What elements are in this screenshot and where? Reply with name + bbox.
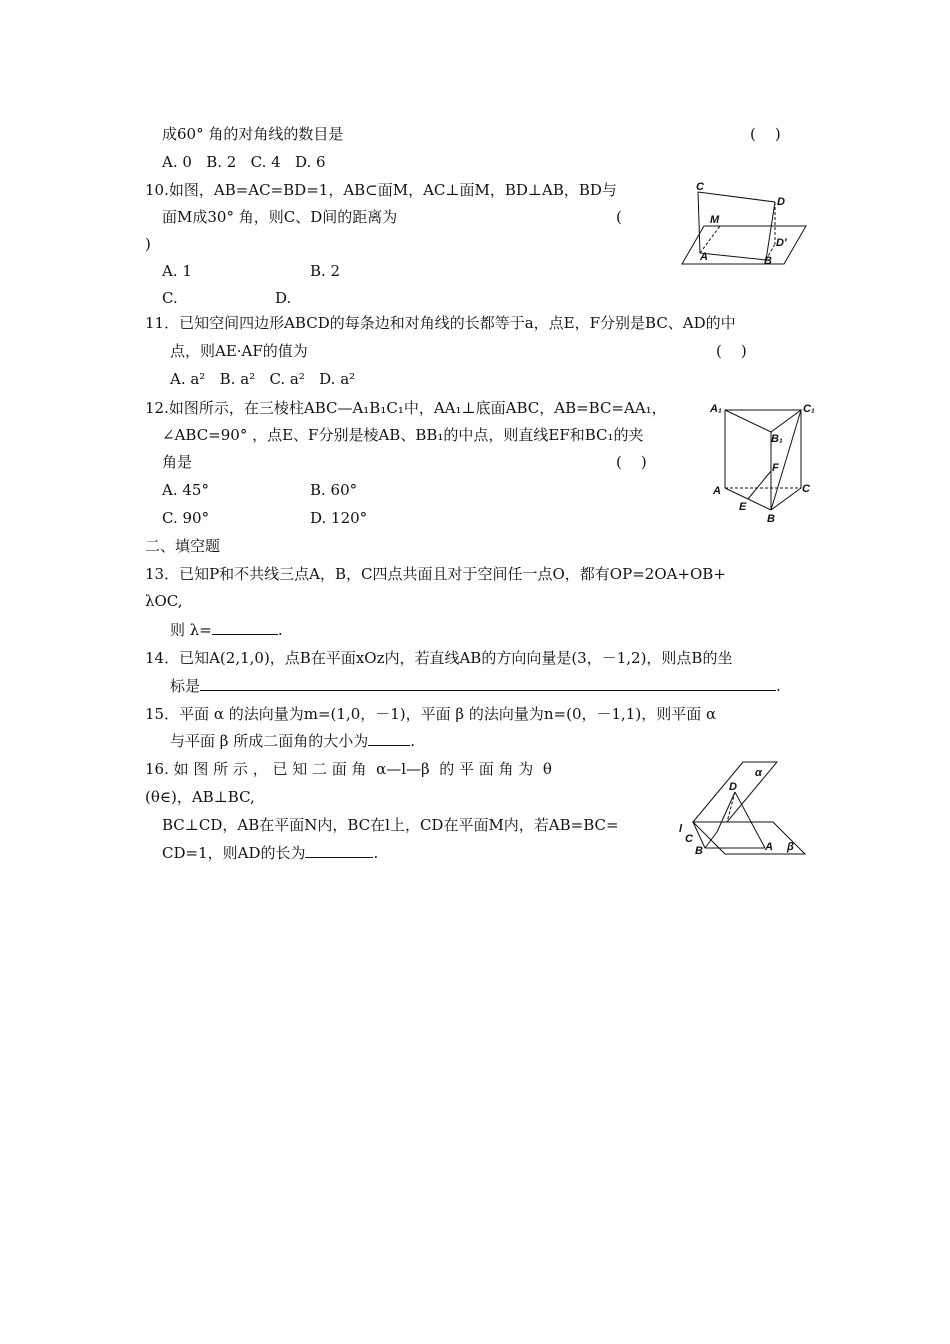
q13-prefix: 则 λ= bbox=[170, 621, 212, 639]
q12-option-c: C. 90° bbox=[162, 509, 210, 527]
q10-paren-close: ) bbox=[145, 235, 151, 253]
section-fill-in-heading: 二、填空题 bbox=[145, 537, 221, 555]
q12-line-bc1 bbox=[771, 410, 801, 510]
q10-label-dprime: D′ bbox=[776, 237, 787, 249]
q16-edge-da bbox=[735, 792, 765, 848]
q10-label-a: A bbox=[700, 251, 708, 263]
q16-line2: (θ∈)，AB⊥BC, bbox=[145, 788, 255, 806]
q12-option-d: D. 120° bbox=[310, 509, 368, 527]
q10-option-d: D. bbox=[275, 289, 292, 307]
q10-hidden-1 bbox=[700, 226, 720, 253]
q10-label-b: B bbox=[764, 255, 772, 267]
q10-option-a: A. 1 bbox=[162, 262, 192, 280]
q14-prefix: 标是 bbox=[170, 677, 201, 695]
q15-line2 bbox=[170, 731, 415, 751]
q16-label-beta: β bbox=[787, 841, 794, 853]
q10-label-c: C bbox=[696, 181, 704, 193]
q14-line2 bbox=[170, 676, 781, 696]
q14-period: . bbox=[776, 677, 781, 695]
q16-label-b: B bbox=[695, 845, 703, 857]
q12-line1: 12.如图所示，在三棱柱ABC—A₁B₁C₁中，AA₁⊥底面ABC，AB=BC=AA₁， bbox=[145, 399, 667, 417]
q10-paren-open: ( bbox=[616, 208, 622, 226]
q16-line3: BC⊥CD，AB在平面N内，BC在l上，CD在平面M内，若AB=BC= bbox=[162, 816, 619, 834]
q16-answer-blank[interactable] bbox=[305, 843, 373, 858]
q12-label-a1: A₁ bbox=[710, 403, 722, 415]
q12-answer-paren: ( ) bbox=[616, 453, 647, 471]
q9-options: A. 0 B. 2 C. 4 D. 6 bbox=[162, 153, 326, 171]
q16-prefix: CD=1，则AD的长为 bbox=[162, 844, 306, 862]
q15-answer-blank[interactable] bbox=[368, 731, 410, 746]
q16-line4 bbox=[162, 843, 378, 863]
q15-prefix: 与平面 β 所成二面角的大小为 bbox=[170, 732, 369, 750]
q11-options: A. a² B. a² C. a² D. a² bbox=[170, 370, 356, 388]
q13-line2: λOC, bbox=[145, 592, 183, 610]
q15-period: . bbox=[410, 732, 415, 750]
q12-figure bbox=[705, 398, 820, 526]
q10-line1: 10.如图，AB=AC=BD=1，AB⊂面M，AC⊥面M，BD⊥AB，BD与 bbox=[145, 181, 617, 199]
q16-edge-bc bbox=[705, 832, 717, 848]
q12-label-b1: B₁ bbox=[771, 433, 783, 445]
q9-answer-paren: ( ) bbox=[750, 125, 781, 143]
q10-option-b: B. 2 bbox=[310, 262, 341, 280]
q10-figure bbox=[680, 178, 810, 270]
q12-label-e: E bbox=[739, 501, 747, 513]
q13-period: . bbox=[277, 621, 283, 639]
q10-label-m: M bbox=[710, 214, 720, 226]
q16-label-l: l bbox=[679, 823, 683, 835]
q10-edge-db bbox=[766, 202, 775, 260]
q14-answer-blank[interactable] bbox=[200, 676, 776, 691]
q12-label-a: A bbox=[713, 485, 721, 497]
q9-line2: 成60° 角的对角线的数目是 bbox=[162, 125, 344, 143]
q13-line3 bbox=[170, 620, 283, 640]
q16-line1: 16. 如 图 所 示 ， 已 知 二 面 角 α—l—β 的 平 面 角 为 θ bbox=[145, 760, 552, 778]
q12-line-ef bbox=[748, 471, 771, 499]
q16-period: . bbox=[373, 844, 379, 862]
q16-label-d: D bbox=[729, 781, 737, 793]
q10-line2: 面M成30° 角，则C、D间的距离为 bbox=[162, 208, 398, 226]
q12-option-a: A. 45° bbox=[162, 481, 209, 499]
q15-line1: 15．平面 α 的法向量为m=(1,0，－1)，平面 β 的法向量为n=(0，－1,1)，则平面 α bbox=[145, 705, 717, 723]
q11-answer-paren: ( ) bbox=[716, 342, 747, 360]
q10-label-d: D bbox=[777, 196, 785, 208]
q13-answer-blank[interactable] bbox=[212, 620, 278, 635]
q12-label-b: B bbox=[767, 513, 775, 525]
q10-edge-ab bbox=[700, 253, 766, 260]
q12-label-f: F bbox=[772, 462, 779, 474]
q12-top-face bbox=[725, 410, 801, 432]
q14-line1: 14．已知A(2,1,0)，点B在平面xOz内，若直线AB的方向向量是(3，－1,2)，则点B的坐 bbox=[145, 649, 733, 667]
q12-edge-bc bbox=[771, 488, 801, 510]
q16-figure bbox=[675, 758, 810, 858]
q10-option-c: C. bbox=[162, 289, 178, 307]
q13-line1: 13．已知P和不共线三点A，B，C四点共面且对于空间任一点O，都有OP=2OA+OB+ bbox=[145, 565, 726, 583]
q16-edge-cd bbox=[717, 792, 735, 832]
q11-line2: 点，则AE·AF的值为 bbox=[170, 342, 308, 360]
q12-line3: 角是 bbox=[162, 453, 193, 471]
q16-label-a: A bbox=[765, 841, 773, 853]
q11-line1: 11．已知空间四边形ABCD的每条边和对角线的长都等于a，点E，F分别是BC、AD的中 bbox=[145, 314, 736, 332]
q12-line2: ∠ABC=90° ，点E、F分别是棱AB、BB₁的中点，则直线EF和BC₁的夹 bbox=[162, 426, 644, 444]
q12-label-c: C bbox=[802, 483, 810, 495]
q12-option-b: B. 60° bbox=[310, 481, 358, 499]
q16-label-alpha: α bbox=[755, 767, 762, 779]
q10-edge-ca bbox=[698, 192, 700, 253]
q10-edge-cd bbox=[698, 192, 775, 202]
q16-label-c: C bbox=[685, 833, 693, 845]
q12-label-c1: C₁ bbox=[803, 403, 815, 415]
